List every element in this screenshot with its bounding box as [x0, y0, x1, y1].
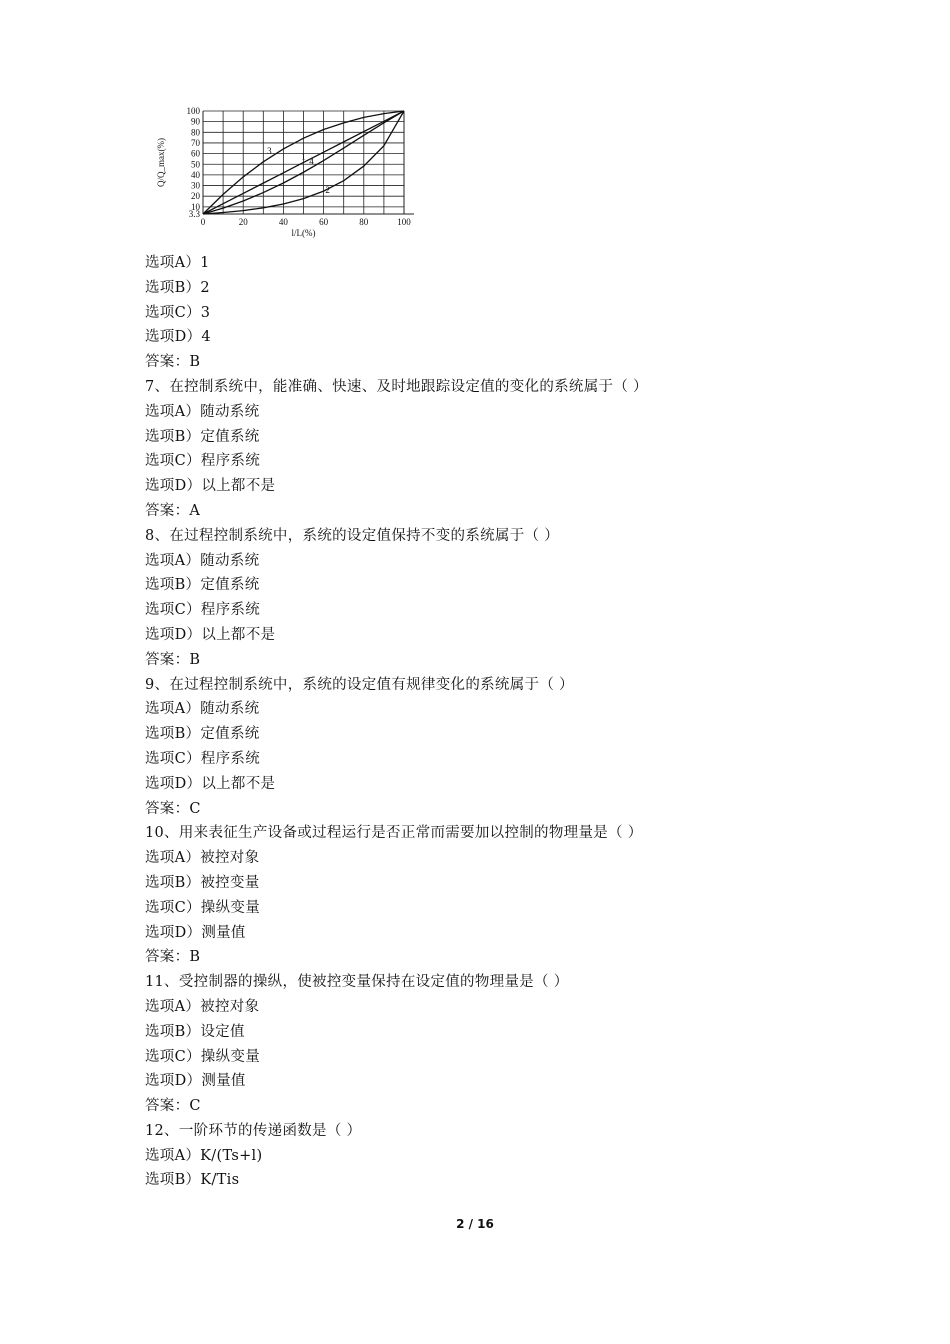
text-line: 选项A）随动系统	[145, 403, 260, 420]
x-tick-label: 60	[319, 217, 329, 227]
text-line: 选项A）随动系统	[145, 552, 260, 569]
text-line: 选项D）以上都不是	[145, 478, 276, 495]
y-tick-label: 60	[191, 148, 200, 159]
text-line: 答案：A	[145, 502, 201, 519]
text-line: 选项B）K/Tis	[145, 1172, 240, 1189]
valve-characteristic-chart	[150, 100, 430, 245]
text-line: 选项D）以上都不是	[145, 775, 276, 792]
text-line: 答案：B	[145, 651, 201, 668]
curve-label-1: 1	[301, 151, 306, 162]
x-tick-label: 20	[238, 217, 248, 227]
text-line: 选项C）程序系统	[145, 750, 260, 767]
y-tick-label: 3.3	[188, 209, 200, 219]
text-line: 选项C）程序系统	[145, 453, 260, 470]
text-line: 答案：C	[145, 1098, 201, 1115]
text-line: 选项A）随动系统	[145, 701, 260, 718]
x-tick-label: 80	[359, 217, 369, 227]
y-tick-label: 80	[191, 127, 200, 138]
question-list	[145, 251, 845, 1193]
text-line: 选项B）被控变量	[145, 874, 260, 891]
text-line: 选项A）1	[145, 255, 210, 271]
text-line: 选项C）操纵变量	[145, 899, 260, 916]
text-line: 选项B）2	[145, 279, 210, 296]
text-line: 答案：B	[145, 949, 201, 966]
y-tick-label: 40	[191, 169, 200, 180]
text-line: 7、在控制系统中，能准确、快速、及时地跟踪设定值的变化的系统属于（ ）	[145, 378, 648, 395]
text-line: 选项C）3	[145, 304, 211, 321]
text-line: 选项B）定值系统	[145, 726, 260, 743]
y-tick-label: 100	[186, 106, 200, 116]
text-line: 选项B）定值系统	[145, 428, 260, 445]
curve-label-2: 2	[325, 185, 330, 196]
text-line: 选项D）以上都不是	[145, 626, 276, 643]
y-tick-label: 70	[191, 137, 200, 148]
y-tick-label: 20	[191, 191, 200, 202]
x-tick-label: 0	[200, 217, 206, 227]
text-line: 选项D）测量值	[145, 1073, 246, 1090]
y-tick-label: 30	[191, 180, 200, 191]
y-tick-label: 50	[191, 159, 200, 170]
text-line: 11、受控制器的操纵，使被控变量保持在设定值的物理量是（ ）	[145, 974, 569, 991]
text-line: 选项A）K/(Ts+l)	[145, 1147, 263, 1164]
x-tick-label: 100	[397, 217, 411, 227]
x-tick-label: 40	[278, 217, 288, 227]
text-line: 选项A）被控对象	[145, 998, 260, 1015]
text-line: 8、在过程控制系统中，系统的设定值保持不变的系统属于（ ）	[145, 527, 560, 544]
curve-label-3: 3	[267, 145, 272, 156]
y-axis-label: Q/Q_max(%)	[156, 138, 166, 187]
text-line: 10、用来表征生产设备或过程运行是否正常而需要加以控制的物理量是（ ）	[145, 825, 643, 842]
curve-label-4: 4	[309, 156, 314, 167]
text-line: 选项C）操纵变量	[145, 1048, 260, 1065]
text-line: 选项B）设定值	[145, 1023, 245, 1040]
text-line: 选项B）定值系统	[145, 577, 260, 594]
text-line: 选项A）被控对象	[145, 850, 260, 867]
text-line: 9、在过程控制系统中，系统的设定值有规律变化的系统属于（ ）	[145, 676, 574, 693]
text-line: 答案：C	[145, 800, 201, 817]
chart-svg	[150, 100, 430, 245]
text-line: 选项D）测量值	[145, 924, 246, 941]
text-line: 12、一阶环节的传递函数是（ ）	[145, 1122, 362, 1139]
text-line: 选项C）程序系统	[145, 602, 260, 619]
text-line: 答案：B	[145, 354, 201, 371]
text-line: 选项D）4	[145, 329, 211, 346]
page-number: 2 / 16	[456, 1217, 494, 1231]
y-tick-label: 90	[191, 116, 200, 127]
y-tick-label: 10	[191, 201, 200, 212]
x-axis-label: l/L(%)	[291, 228, 316, 238]
